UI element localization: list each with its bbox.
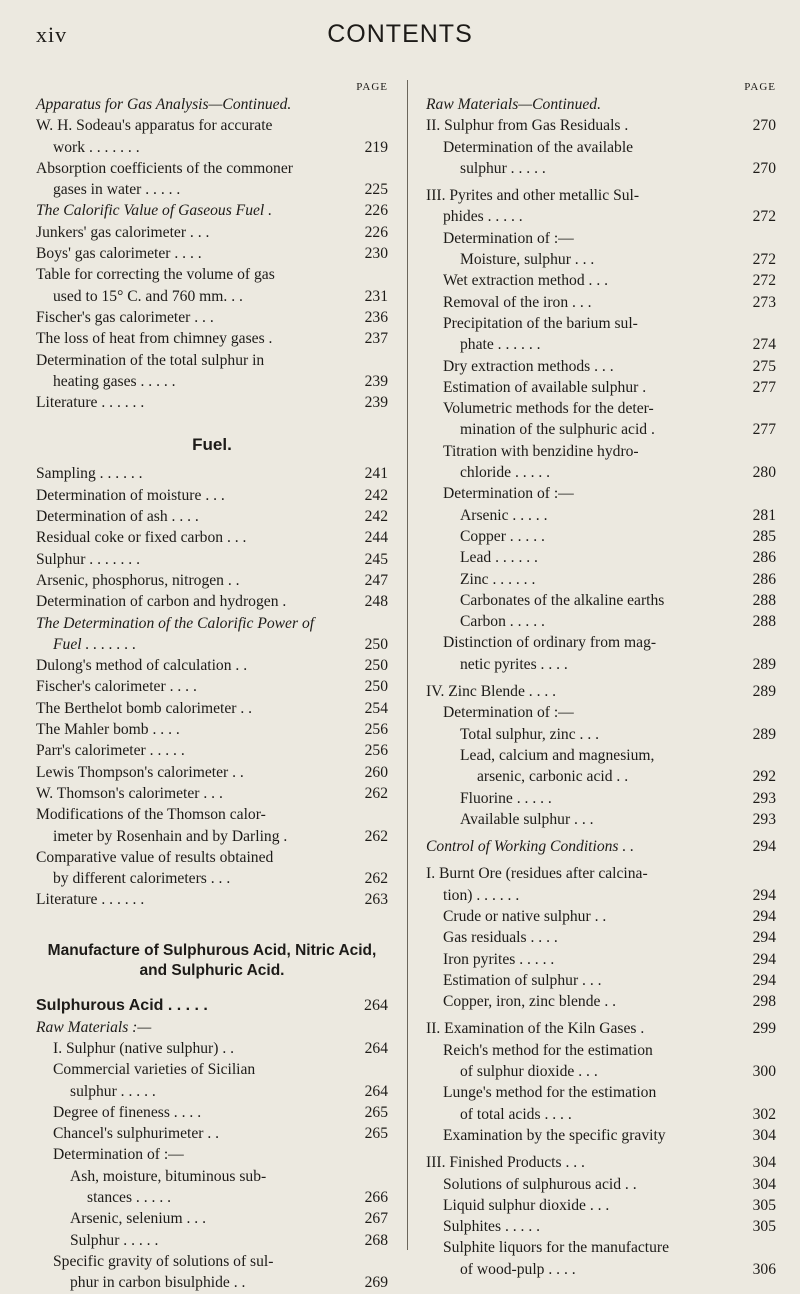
entry-text: Lewis Thompson's calorimeter . . [36, 763, 244, 781]
entry-page: 264 [364, 1082, 388, 1100]
entry-text: used to 15° C. and 760 mm. . . [53, 287, 243, 305]
right-column [426, 80, 776, 1280]
entry-text: I. Burnt Ore (residues after calcina- [426, 865, 648, 883]
toc-entry [426, 1082, 776, 1125]
entry-page: 275 [752, 357, 776, 375]
toc-entry [426, 569, 776, 590]
toc-entry [426, 356, 776, 377]
entry-page: 294 [752, 971, 776, 989]
entry-page: 262 [364, 784, 388, 802]
entry-text: Wet extraction method . . . [443, 272, 609, 290]
page-column-label: PAGE [356, 81, 388, 93]
entry-page: 260 [364, 763, 388, 781]
entry-page: 230 [364, 245, 388, 263]
entry-text: Gas residuals . . . . [443, 929, 558, 947]
entry-text: Crude or native sulphur . . [443, 907, 607, 925]
toc-entry [426, 1040, 776, 1083]
toc-entry [426, 1152, 776, 1173]
entry-text: of sulphur dioxide . . . [460, 1063, 598, 1081]
toc-entry [36, 1230, 388, 1251]
entry-page: 263 [364, 891, 388, 909]
entry-text: phate . . . . . . [460, 336, 541, 354]
toc-entry [426, 292, 776, 313]
entry-text: netic pyrites . . . . [460, 655, 568, 673]
entry-text: The Berthelot bomb calorimeter . . [36, 699, 253, 717]
entry-page: 292 [752, 768, 776, 786]
entry-page: 300 [752, 1063, 776, 1081]
entry-list [36, 1038, 388, 1294]
entry-page: 272 [752, 251, 776, 269]
entry-text: Arsenic, selenium . . . [70, 1210, 206, 1228]
entry-text: Sampling . . . . . . [36, 465, 143, 483]
toc-entry [36, 328, 388, 349]
entry-text: Titration with benzidine hydro- [443, 442, 639, 460]
entry-page: 266 [364, 1189, 388, 1207]
entry-page: 280 [752, 464, 776, 482]
toc-entry [426, 927, 776, 948]
entry-text: I. Sulphur (native sulphur) . . [53, 1039, 235, 1057]
toc-entry [36, 655, 388, 676]
toc-entry [36, 1166, 388, 1209]
entry-text: Lunge's method for the estimation [443, 1084, 657, 1102]
entry-page: 244 [364, 529, 388, 547]
entry-text: Examination by the specific gravity [443, 1126, 666, 1144]
running-title: CONTENTS [327, 20, 473, 48]
entry-text: Specific gravity of solutions of sul- [53, 1252, 274, 1270]
entry-text: stances . . . . . [87, 1189, 172, 1207]
toc-entry [426, 228, 776, 249]
entry-text: Determination of ash . . . . [36, 508, 199, 526]
entry-page: 237 [364, 330, 388, 348]
group-title: Apparatus for Gas Analysis—Continued. [36, 96, 292, 113]
toc-entry [426, 906, 776, 927]
entry-page: 248 [364, 593, 388, 611]
entry-text: Total sulphur, zinc . . . [460, 725, 600, 743]
entry-page: 231 [364, 287, 388, 305]
toc-entry [36, 158, 388, 201]
entry-page: 286 [752, 570, 776, 588]
toc-entry [36, 264, 388, 307]
toc-entry [36, 115, 388, 158]
toc-entry [426, 949, 776, 970]
entry-text: phides . . . . . [443, 208, 523, 226]
toc-entry [426, 745, 776, 788]
toc-entry [36, 676, 388, 697]
section-heading-manufacture: Manufacture of Sulphurous Acid, Nitric Acid, and Sulphuric Acid. [47, 941, 377, 979]
group-title: Raw Materials—Continued. [426, 96, 601, 113]
toc-entry [36, 591, 388, 612]
entry-text: Junkers' gas calorimeter . . . [36, 223, 210, 241]
entry-text: W. Thomson's calorimeter . . . [36, 784, 223, 802]
entry-text: by different calorimeters . . . [53, 870, 231, 888]
toc-entry [426, 836, 776, 857]
entry-text: sulphur . . . . . [460, 159, 546, 177]
entry-page: 226 [364, 202, 388, 220]
toc-entry [36, 485, 388, 506]
toc-entry [426, 1216, 776, 1237]
entry-text: Control of Working Conditions . . [426, 838, 635, 856]
entry-page: 265 [364, 1103, 388, 1121]
entry-text: Volumetric methods for the deter- [443, 400, 654, 418]
toc-entry [426, 185, 776, 228]
toc-entry [426, 137, 776, 180]
entry-text: Copper . . . . . [460, 527, 545, 545]
entry-text: Estimation of sulphur . . . [443, 971, 602, 989]
toc-entry [426, 970, 776, 991]
entry-text: Liquid sulphur dioxide . . . [443, 1196, 610, 1214]
toc-entry [36, 698, 388, 719]
entry-text: Literature . . . . . . [36, 394, 145, 412]
entry-text: Solutions of sulphurous acid . . [443, 1175, 637, 1193]
entry-page: 299 [752, 1020, 776, 1038]
entry-text: Carbon . . . . . [460, 613, 545, 631]
toc-entry [36, 889, 388, 910]
section-heading-fuel: Fuel. [192, 435, 232, 455]
entry-page: 286 [752, 549, 776, 567]
entry-text: Lead, calcium and magnesium, [460, 746, 655, 764]
toc-entry [426, 1125, 776, 1146]
entry-text: Moisture, sulphur . . . [460, 251, 595, 269]
entry-page: 272 [752, 272, 776, 290]
toc-entry [426, 611, 776, 632]
toc-entry [426, 1174, 776, 1195]
entry-page: 250 [364, 657, 388, 675]
entry-text: work . . . . . . . [53, 138, 140, 156]
entry-text: III. Pyrites and other metallic Sul- [426, 187, 640, 205]
toc-entry [426, 1195, 776, 1216]
toc-entry-sulphurous-acid [36, 995, 388, 1017]
entry-text: Determination of :— [443, 704, 574, 722]
entry-text: Comparative value of results obtained [36, 848, 274, 866]
page-column-label: PAGE [744, 81, 776, 93]
toc-entry [36, 527, 388, 548]
entry-page: 272 [752, 208, 776, 226]
column-divider [407, 80, 408, 1250]
entry-page: 289 [752, 725, 776, 743]
entry-text: tion) . . . . . . [443, 886, 520, 904]
entry-text: Parr's calorimeter . . . . . [36, 742, 185, 760]
entry-text: Dulong's method of calculation . . [36, 657, 248, 675]
entry-text: Copper, iron, zinc blende . . [443, 993, 617, 1011]
toc-entry [426, 809, 776, 830]
entry-page: 302 [752, 1105, 776, 1123]
entry-text: Precipitation of the barium sul- [443, 314, 638, 332]
toc-entry [426, 115, 776, 136]
entry-text: II. Sulphur from Gas Residuals . [426, 117, 629, 135]
entry-text: Determination of :— [443, 485, 574, 503]
entry-text: Table for correcting the volume of gas [36, 266, 275, 284]
entry-page: 305 [752, 1196, 776, 1214]
entry-text: Residual coke or fixed carbon . . . [36, 529, 247, 547]
toc-entry [36, 1059, 388, 1102]
entry-text: Fluorine . . . . . [460, 789, 552, 807]
entry-text: Boys' gas calorimeter . . . . [36, 245, 202, 263]
entry-text: Fischer's calorimeter . . . . [36, 678, 197, 696]
toc-entry [426, 590, 776, 611]
toc-entry [426, 702, 776, 723]
subgroup-title: Raw Materials :— [36, 1018, 152, 1036]
toc-entry [426, 526, 776, 547]
entry-page: 262 [364, 870, 388, 888]
entry-text: The loss of heat from chimney gases . [36, 330, 273, 348]
entry-text: Sulphur . . . . . . . [36, 550, 140, 568]
toc-entry [36, 783, 388, 804]
entry-text: of total acids . . . . [460, 1105, 572, 1123]
toc-entry [426, 249, 776, 270]
entry-page: 305 [752, 1218, 776, 1236]
entry-text: The Mahler bomb . . . . [36, 721, 180, 739]
toc-entry [36, 307, 388, 328]
toc-entry [36, 762, 388, 783]
entry-text: Arsenic . . . . . [460, 506, 548, 524]
entry-page: 268 [364, 1231, 388, 1249]
entry-page: 270 [752, 117, 776, 135]
entry-text: Zinc . . . . . . [460, 570, 536, 588]
entry-text: Determination of moisture . . . [36, 486, 225, 504]
toc-entry [426, 313, 776, 356]
entry-page: 294 [752, 907, 776, 925]
entry-text: Available sulphur . . . [460, 810, 594, 828]
entry-text: The Determination of the Calorific Power of [36, 614, 315, 632]
toc-entry [426, 1018, 776, 1039]
toc-entry [36, 243, 388, 264]
entry-list [426, 115, 776, 1280]
toc-entry [36, 740, 388, 761]
entry-page: 250 [364, 635, 388, 653]
toc-entry [426, 788, 776, 809]
toc-entry [36, 804, 388, 847]
toc-entry [36, 350, 388, 393]
page-header [0, 14, 800, 64]
entry-page: 267 [364, 1210, 388, 1228]
toc-entry [36, 1102, 388, 1123]
entry-page: 294 [752, 886, 776, 904]
entry-page: 242 [364, 486, 388, 504]
toc-entry [36, 392, 388, 413]
entry-text: II. Examination of the Kiln Gases . [426, 1020, 645, 1038]
toc-entry [36, 549, 388, 570]
entry-page: 239 [364, 372, 388, 390]
entry-text: Arsenic, phosphorus, nitrogen . . [36, 571, 240, 589]
entry-page: 225 [364, 181, 388, 199]
entry-text: Reich's method for the estimation [443, 1041, 653, 1059]
entry-text: Chancel's sulphurimeter . . [53, 1125, 220, 1143]
entry-page: 274 [752, 336, 776, 354]
toc-entry [36, 506, 388, 527]
toc-entry [426, 724, 776, 745]
left-column [36, 80, 388, 1294]
entry-text: Iron pyrites . . . . . [443, 950, 555, 968]
entry-page: 256 [364, 721, 388, 739]
toc-entry [426, 483, 776, 504]
toc-entry [426, 863, 776, 906]
toc-entry [36, 1251, 388, 1294]
entry-page: 306 [752, 1260, 776, 1278]
entry-text: The Calorific Value of Gaseous Fuel . [36, 202, 273, 220]
toc-entry [36, 570, 388, 591]
entry-text: sulphur . . . . . [70, 1082, 156, 1100]
entry-page: 264 [364, 996, 388, 1014]
entry-text: Determination of carbon and hydrogen . [36, 593, 287, 611]
entry-page: 285 [752, 527, 776, 545]
toc-entry [426, 1237, 776, 1280]
entry-text: of wood-pulp . . . . [460, 1260, 576, 1278]
toc-entry [36, 1208, 388, 1229]
entry-text: Determination of the total sulphur in [36, 351, 265, 369]
toc-entry [426, 505, 776, 526]
entry-text: heating gases . . . . . [53, 372, 176, 390]
entry-page: 250 [364, 678, 388, 696]
toc-entry [36, 463, 388, 484]
entry-text: Literature . . . . . . [36, 891, 145, 909]
entry-page: 294 [752, 950, 776, 968]
entry-text: Removal of the iron . . . [443, 293, 592, 311]
entry-text: chloride . . . . . [460, 464, 551, 482]
entry-page: 254 [364, 699, 388, 717]
toc-entry [36, 1123, 388, 1144]
entry-page: 289 [752, 683, 776, 701]
entry-page: 293 [752, 810, 776, 828]
entry-page: 264 [364, 1039, 388, 1057]
entry-text: Sulphite liquors for the manufacture [443, 1239, 670, 1257]
entry-page: 269 [364, 1274, 388, 1292]
entry-page: 226 [364, 223, 388, 241]
entry-text: phur in carbon bisulphide . . [70, 1274, 246, 1292]
entry-page: 298 [752, 993, 776, 1011]
entry-text: Fuel . . . . . . . [53, 635, 137, 653]
toc-entry [36, 1038, 388, 1059]
entry-page: 277 [752, 421, 776, 439]
toc-entry [36, 1144, 388, 1165]
entry-text: Degree of fineness . . . . [53, 1103, 202, 1121]
entry-text: Modifications of the Thomson calor- [36, 806, 266, 824]
entry-page: 304 [752, 1126, 776, 1144]
entry-page: 294 [752, 838, 776, 856]
entry-list [36, 115, 388, 413]
entry-page: 265 [364, 1125, 388, 1143]
toc-entry [36, 613, 388, 656]
entry-page: 288 [752, 591, 776, 609]
entry-page: 256 [364, 742, 388, 760]
toc-entry [426, 270, 776, 291]
toc-entry [426, 632, 776, 675]
toc-entry [426, 441, 776, 484]
entry-text: Sulphur . . . . . [70, 1231, 159, 1249]
entry-list [36, 463, 388, 910]
toc-entry [36, 222, 388, 243]
entry-text: Absorption coefficients of the commoner [36, 159, 293, 177]
entry-page: 270 [752, 159, 776, 177]
toc-entry [426, 991, 776, 1012]
toc-entry [426, 681, 776, 702]
toc-entry [36, 719, 388, 740]
entry-text: Estimation of available sulphur . [443, 378, 647, 396]
entry-text: arsenic, carbonic acid . . [477, 768, 629, 786]
toc-entry [426, 547, 776, 568]
entry-page: 245 [364, 550, 388, 568]
toc-entry [36, 847, 388, 890]
entry-page: 304 [752, 1154, 776, 1172]
toc-entry [36, 200, 388, 221]
entry-text: mination of the sulphuric acid . [460, 421, 655, 439]
entry-text: imeter by Rosenhain and by Darling . [53, 827, 288, 845]
entry-text: Ash, moisture, bituminous sub- [70, 1167, 267, 1185]
entry-page: 219 [364, 138, 388, 156]
entry-page: 239 [364, 394, 388, 412]
entry-page: 262 [364, 827, 388, 845]
entry-page: 289 [752, 655, 776, 673]
entry-page: 304 [752, 1175, 776, 1193]
entry-text: Fischer's gas calorimeter . . . [36, 308, 214, 326]
entry-text: Dry extraction methods . . . [443, 357, 614, 375]
entry-page: 247 [364, 571, 388, 589]
page-number: xiv [36, 22, 68, 47]
entry-text: W. H. Sodeau's apparatus for accurate [36, 117, 273, 135]
entry-text: Sulphurous Acid . . . . . [36, 996, 208, 1014]
entry-page: 288 [752, 613, 776, 631]
entry-page: 241 [364, 465, 388, 483]
entry-page: 236 [364, 308, 388, 326]
entry-text: Determination of :— [443, 229, 574, 247]
entry-text: Commercial varieties of Sicilian [53, 1061, 256, 1079]
entry-page: 242 [364, 508, 388, 526]
entry-text: IV. Zinc Blende . . . . [426, 683, 557, 701]
entry-page: 293 [752, 789, 776, 807]
entry-page: 273 [752, 293, 776, 311]
entry-text: Distinction of ordinary from mag- [443, 634, 657, 652]
entry-text: Determination of the available [443, 138, 634, 156]
toc-entry [426, 398, 776, 441]
entry-text: Determination of :— [53, 1146, 184, 1164]
toc-entry [426, 377, 776, 398]
entry-text: Sulphites . . . . . [443, 1218, 541, 1236]
entry-text: gases in water . . . . . [53, 181, 181, 199]
entry-page: 281 [752, 506, 776, 524]
entry-page: 294 [752, 929, 776, 947]
entry-page: 277 [752, 378, 776, 396]
entry-text: III. Finished Products . . . [426, 1154, 585, 1172]
entry-text: Lead . . . . . . [460, 549, 538, 567]
entry-text: Carbonates of the alkaline earths [460, 591, 665, 609]
